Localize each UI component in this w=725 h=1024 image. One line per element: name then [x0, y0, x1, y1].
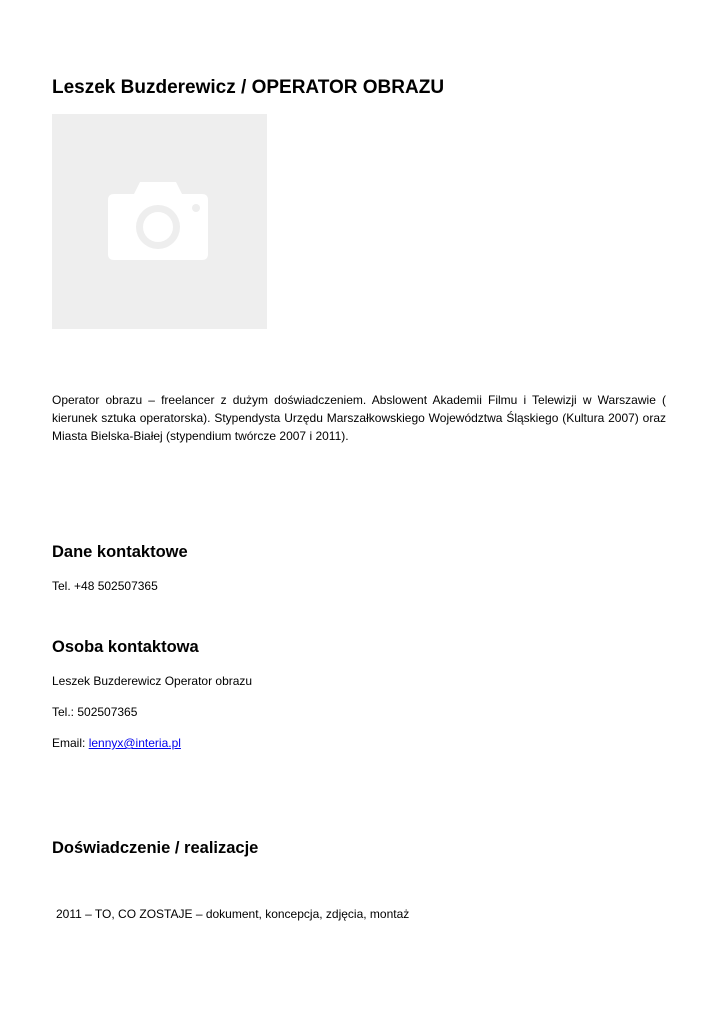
contact-phone: Tel. +48 502507365 — [52, 579, 158, 593]
contact-person-name: Leszek Buzderewicz Operator obrazu — [52, 674, 253, 688]
email-link[interactable]: lennyx@interia.pl — [88, 736, 181, 750]
contact-person-email-row — [52, 735, 181, 751]
page-title: Leszek Buzderewicz / OPERATOR OBRAZU — [52, 77, 445, 98]
camera-icon — [108, 180, 208, 260]
contact-heading: Dane kontaktowe — [52, 543, 188, 561]
profile-photo-placeholder — [52, 114, 267, 329]
experience-item: 2011 – TO, CO ZOSTAJE – dokument, koncepcja, zdjęcia, montaż — [56, 907, 410, 921]
bio-text: Operator obrazu – freelancer z dużym doświadczeniem. Abslowent Akademii Filmu i Telewizji w Warszawie ( kierunek sztuka operatorska). Stypendysta Urzędu Marszałkowskiego Województwa Śląskiego (Kultura 2007) oraz Miasta Bielska-Białej (stypendium twórcze 2007 i 2011). — [52, 393, 666, 443]
contact-person-heading: Osoba kontaktowa — [52, 638, 199, 656]
experience-heading: Doświadczenie / realizacje — [52, 839, 259, 857]
email-label: Email: — [52, 736, 89, 750]
contact-person-phone: Tel.: 502507365 — [52, 705, 138, 719]
